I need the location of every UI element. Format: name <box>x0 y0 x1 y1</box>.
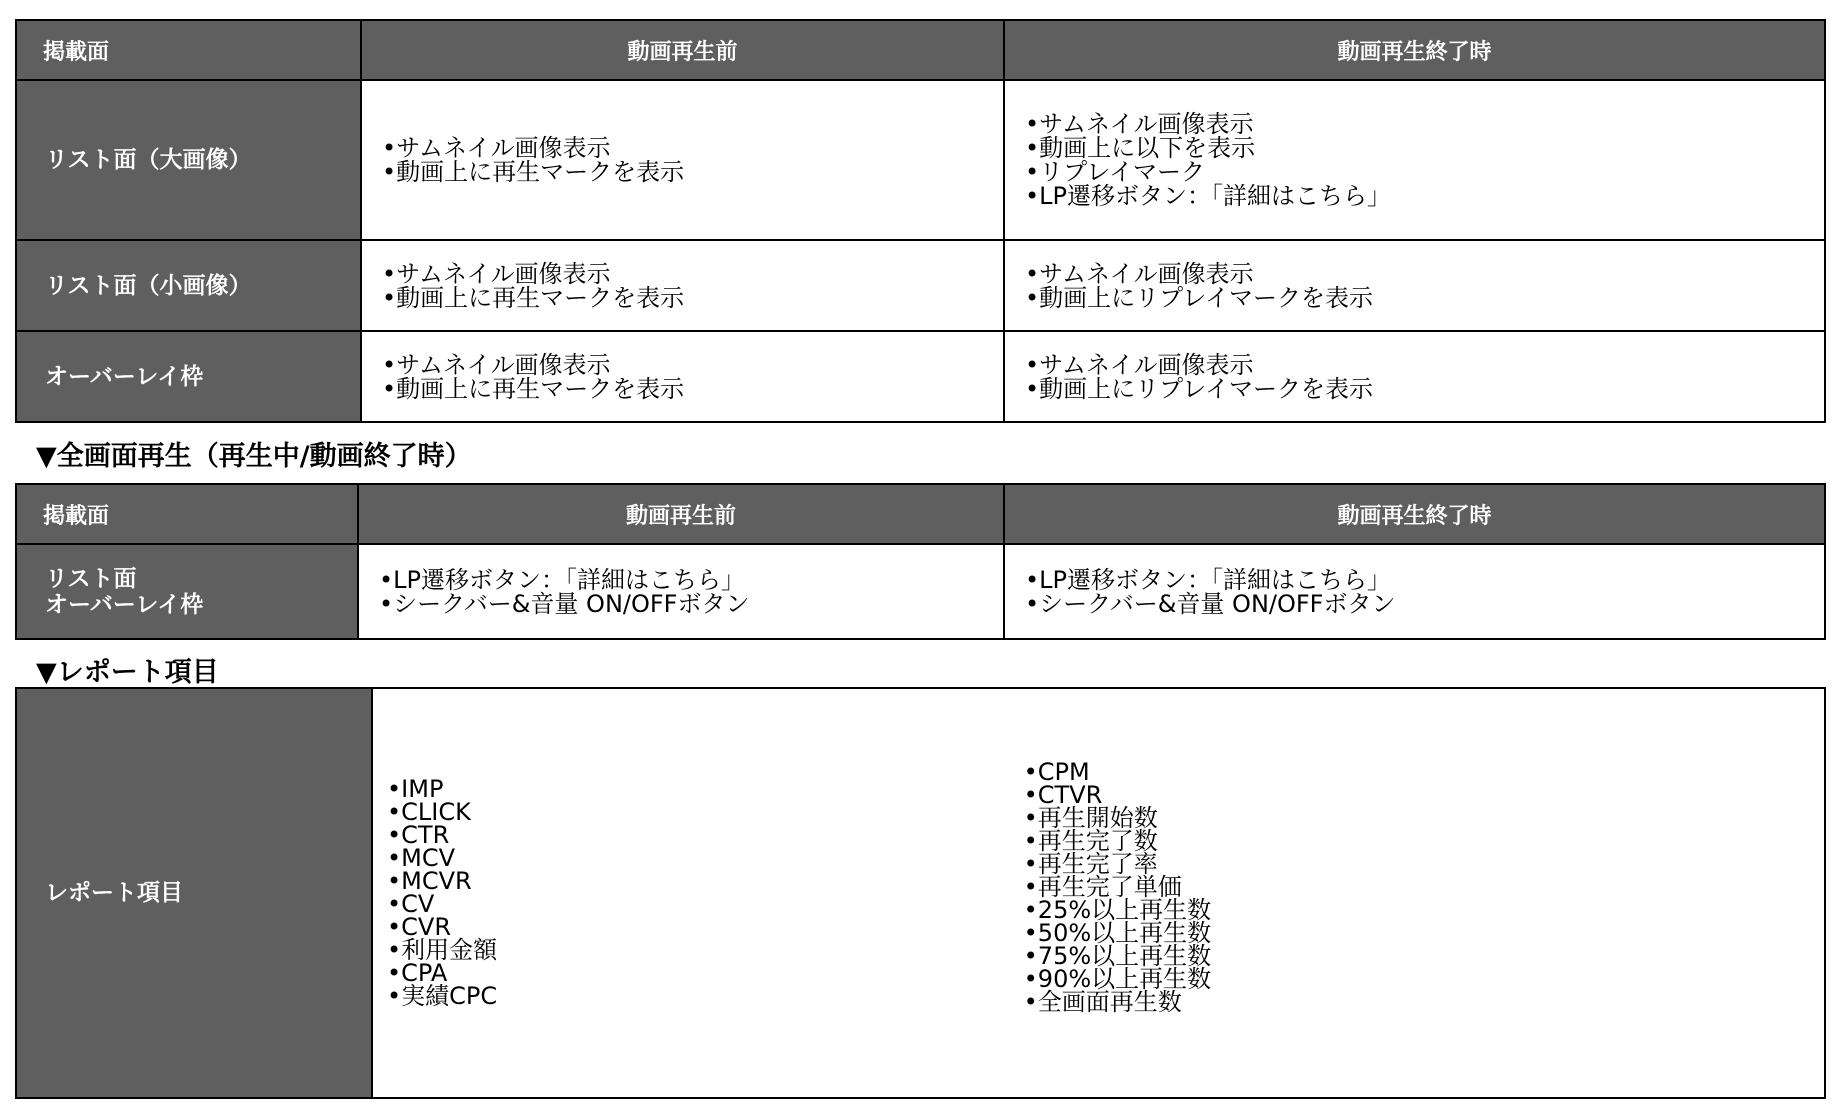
cell-line: •LP遷移ボタン：「詳細はこちら」 <box>1025 182 1391 210</box>
before-cell <box>361 331 1004 422</box>
report-table <box>15 687 1826 1099</box>
after-cell <box>1004 240 1825 331</box>
section-title-report: ▼レポート項目 <box>36 657 219 688</box>
report-item: •25%以上再生数 <box>1023 895 1212 924</box>
cell-line: •シークバー&音量 ON/OFFボタン <box>1025 589 1396 618</box>
cell-line: •リプレイマーク <box>1025 158 1205 186</box>
report-item: •再生開始数 <box>1023 803 1158 832</box>
report-item: •MCVR <box>387 867 472 895</box>
section-title-fullscreen: ▼全画面再生（再生中/動画終了時） <box>36 441 472 472</box>
cell-line: •シークバー&音量 ON/OFFボタン <box>379 589 750 618</box>
cell-line: •サムネイル画像表示 <box>1025 350 1254 379</box>
report-item: •利用金額 <box>387 936 498 964</box>
table-row <box>16 544 1825 639</box>
header-before-playback: 動画再生前 <box>361 20 1004 80</box>
report-item: •90%以上再生数 <box>1023 964 1212 993</box>
row-label: オーバーレイ枠 <box>16 331 361 422</box>
report-item: •CPM <box>1023 757 1090 786</box>
cell-line: •動画上にリプレイマークを表示 <box>1025 283 1373 312</box>
report-items-cell <box>372 688 1825 1098</box>
report-item: •CV <box>387 890 435 918</box>
report-item: •CPA <box>387 959 448 987</box>
report-items-left <box>373 775 1016 1010</box>
row-label: リスト面（大画像） <box>16 80 361 240</box>
cell-line: •サムネイル画像表示 <box>382 350 611 379</box>
placement-table <box>15 19 1826 423</box>
header-before-playback: 動画再生前 <box>358 484 1004 544</box>
cell-line: •サムネイル画像表示 <box>1025 110 1254 138</box>
header-row <box>16 20 1825 80</box>
row-label <box>16 544 358 639</box>
table-row <box>16 240 1825 331</box>
report-item: •CTR <box>387 821 450 849</box>
report-item: •実績CPC <box>387 982 498 1010</box>
cell-line: •動画上に再生マークを表示 <box>382 374 685 403</box>
row-label-line: オーバーレイ枠 <box>45 591 204 618</box>
report-item: •CLICK <box>387 798 471 826</box>
before-cell <box>361 240 1004 331</box>
header-placement: 掲載面 <box>16 484 358 544</box>
report-item: •全画面再生数 <box>1023 987 1182 1016</box>
table-row <box>16 80 1825 240</box>
cell-line: •動画上にリプレイマークを表示 <box>1025 374 1373 403</box>
cell-line: •動画上に以下を表示 <box>1025 134 1256 162</box>
cell-line: •サムネイル画像表示 <box>382 259 611 288</box>
cell-line: •LP遷移ボタン：「詳細はこちら」 <box>379 565 745 594</box>
after-cell <box>1004 331 1825 422</box>
header-placement: 掲載面 <box>16 20 361 80</box>
row-label: レポート項目 <box>16 688 372 1098</box>
cell-line: •動画上に再生マークを表示 <box>382 283 685 312</box>
report-item: •75%以上再生数 <box>1023 941 1212 970</box>
report-item: •再生完了率 <box>1023 849 1158 878</box>
row-label: リスト面（小画像） <box>16 240 361 331</box>
table-row <box>16 331 1825 422</box>
report-item: •MCV <box>387 844 456 872</box>
report-item: •50%以上再生数 <box>1023 918 1212 947</box>
after-cell <box>1004 544 1825 639</box>
cell-line: •サムネイル画像表示 <box>382 134 611 162</box>
fullscreen-table <box>15 483 1826 640</box>
before-cell <box>361 80 1004 240</box>
header-after-playback: 動画再生終了時 <box>1004 20 1825 80</box>
after-cell <box>1004 80 1825 240</box>
report-item: •CVR <box>387 913 452 941</box>
row-label-line: リスト面 <box>45 565 137 592</box>
report-item: •再生完了数 <box>1023 826 1158 855</box>
report-items-right <box>1023 757 1524 1016</box>
cell-line: •動画上に再生マークを表示 <box>382 158 685 186</box>
table-row <box>16 688 1825 1098</box>
report-item: •IMP <box>387 775 444 803</box>
report-item: •CTVR <box>1023 780 1103 809</box>
cell-line: •LP遷移ボタン：「詳細はこちら」 <box>1025 565 1391 594</box>
header-after-playback: 動画再生終了時 <box>1004 484 1825 544</box>
header-row <box>16 484 1825 544</box>
before-cell <box>358 544 1004 639</box>
cell-line: •サムネイル画像表示 <box>1025 259 1254 288</box>
report-item: •再生完了単価 <box>1023 872 1182 901</box>
